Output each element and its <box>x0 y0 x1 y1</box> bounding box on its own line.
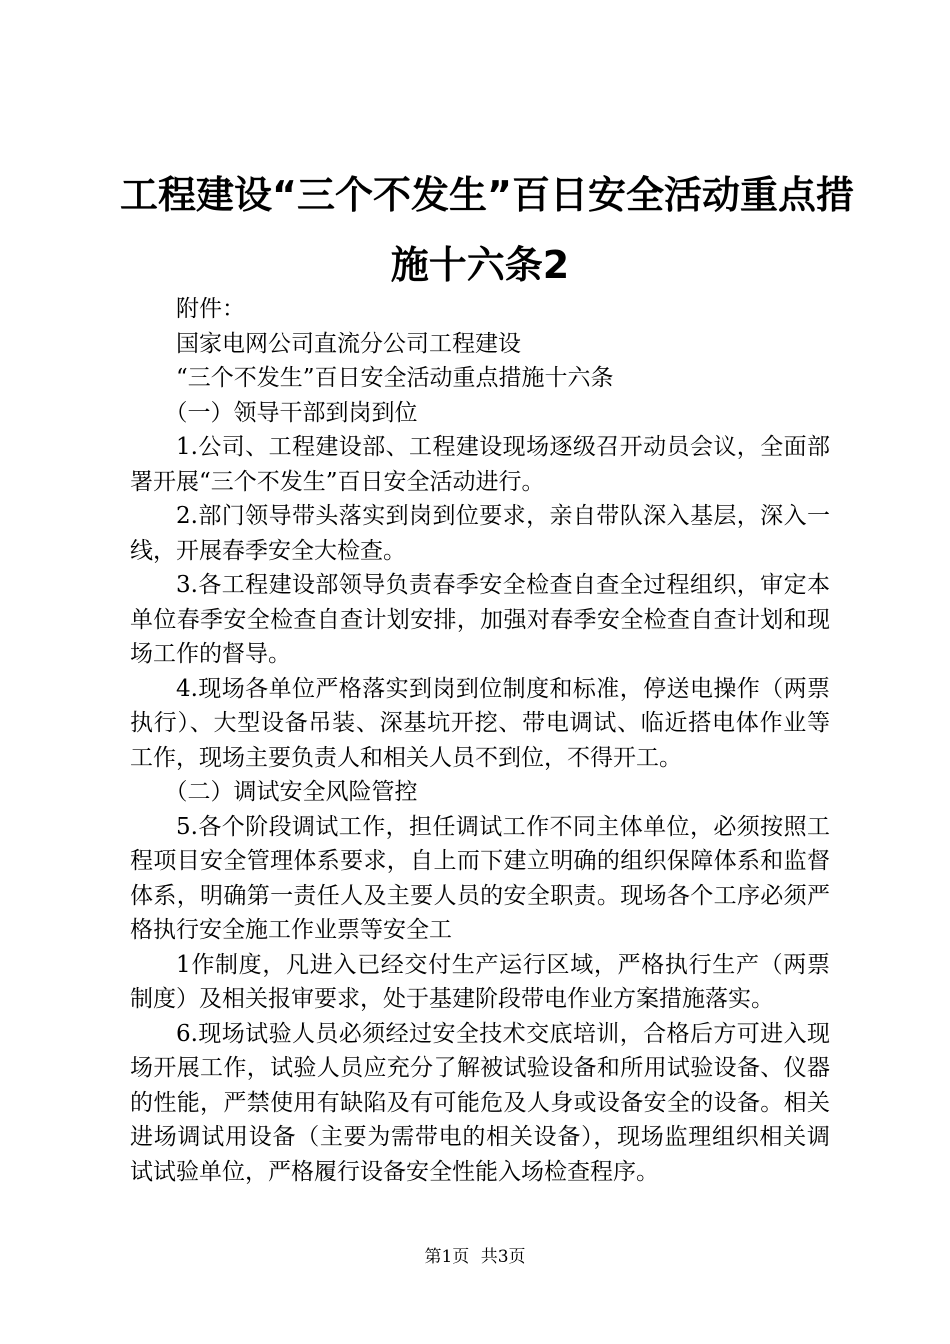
paragraph: 1.公司、工程建设部、工程建设现场逐级召开动员会议，全面部署开展“三个不发生”百日安全活动进行。 <box>130 434 830 495</box>
paragraph: 2.部门领导带头落实到岗到位要求，亲自带队深入基层，深入一线，开展春季安全大检查。 <box>130 503 830 564</box>
paragraph: 3.各工程建设部领导负责春季安全检查自查全过程组织，审定本单位春季安全检查自查计划安排，加强对春季安全检查自查计划和现场工作的督导。 <box>130 572 830 667</box>
paragraph: 国家电网公司直流分公司工程建设 <box>176 330 521 357</box>
paragraph: “三个不发生”百日安全活动重点措施十六条 <box>176 365 614 391</box>
document-title <box>120 160 854 300</box>
paragraph: 5.各个阶段调试工作，担任调试工作不同主体单位，必须按照工程项目安全管理体系要求，自上而下建立明确的组织保障体系和监督体系，明确第一责任人及主要人员的安全职责。现场各个工序必须严格执行安全施工作业票等安全工 <box>130 813 830 943</box>
title-line-2: 施十六条2 <box>390 243 570 287</box>
page-number: 第1页 <box>424 1247 470 1267</box>
paragraph: 4.现场各单位严格落实到岗到位制度和标准，停送电操作（两票执行）、大型设备吊装、深基坑开挖、带电调试、临近搭电体作业等工作，现场主要负责人和相关人员不到位，不得开工。 <box>130 675 830 771</box>
paragraph: 1作制度，凡进入已经交付生产运行区域，严格执行生产（两票制度）及相关报审要求，处于基建阶段带电作业方案措施落实。 <box>130 951 830 1012</box>
paragraph: 附件： <box>176 296 245 322</box>
title-line-1: 工程建设“三个不发生”百日安全活动重点措 <box>120 173 854 217</box>
paragraph: 6.现场试验人员必须经过安全技术交底培训，合格后方可进入现场开展工作，试验人员应充分了解被试验设备和所用试验设备、仪器的性能，严禁使用有缺陷及有可能危及人身或设备安全的设备。相关进场调试用设备（主要为需带电的相关设备），现场监理组织相关调试试验单位，严格履行设备安全性能入场检查程序。 <box>130 1020 830 1185</box>
document-body <box>130 292 830 1189</box>
page-footer <box>0 1242 950 1267</box>
section-heading: （二）调试安全风险管控 <box>164 779 418 805</box>
section-heading: （一）领导干部到岗到位 <box>164 399 418 426</box>
page-total: 共3页 <box>480 1247 526 1267</box>
